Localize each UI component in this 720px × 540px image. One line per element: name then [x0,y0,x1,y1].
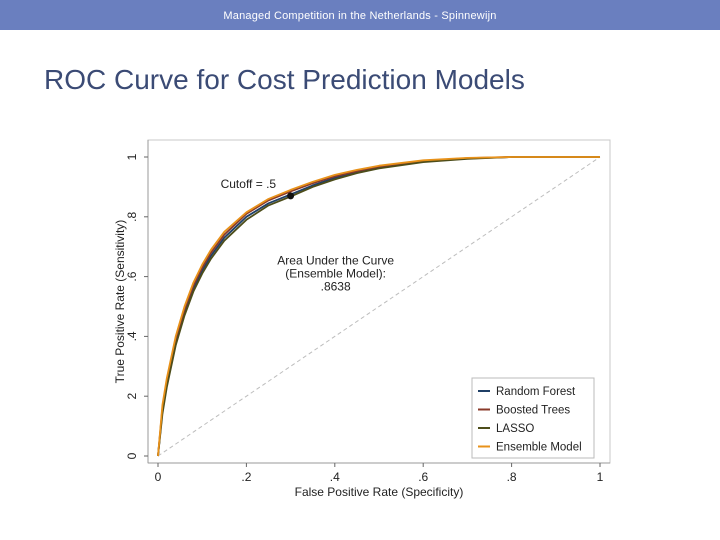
y-tick-label: 1 [125,153,139,161]
y-tick-label: .8 [125,211,139,222]
y-tick-label: 0 [125,452,139,460]
legend-label: LASSO [496,423,535,435]
auc-annotation-line: .8638 [320,279,351,294]
cutoff-label: Cutoff = .5 [220,176,277,191]
y-tick-label: 2 [125,392,139,400]
x-tick-label: 1 [596,470,604,484]
y-tick-label: .4 [125,331,139,342]
x-axis-label: False Positive Rate (Specificity) [294,485,464,499]
legend-label: Random Forest [496,386,576,398]
legend-label: Boosted Trees [496,404,571,417]
auc-annotation-line: Area Under the Curve [277,253,395,268]
cutoff-marker [287,192,294,199]
legend-label: Ensemble Model [496,441,582,454]
x-tick-label: .2 [241,470,252,484]
y-axis-label: True Positive Rate (Sensitivity) [113,219,127,384]
y-tick-label: .6 [125,271,139,282]
x-tick-label: .8 [506,470,517,484]
x-tick-label: 0 [154,470,162,484]
slide-title: ROC Curve for Cost Prediction Models [44,64,525,95]
x-tick-label: .4 [329,470,340,484]
x-tick-label: .6 [418,470,429,484]
banner-text: Managed Competition in the Netherlands - Spinnewijn [223,10,497,22]
auc-annotation-line: (Ensemble Model): [285,266,386,281]
